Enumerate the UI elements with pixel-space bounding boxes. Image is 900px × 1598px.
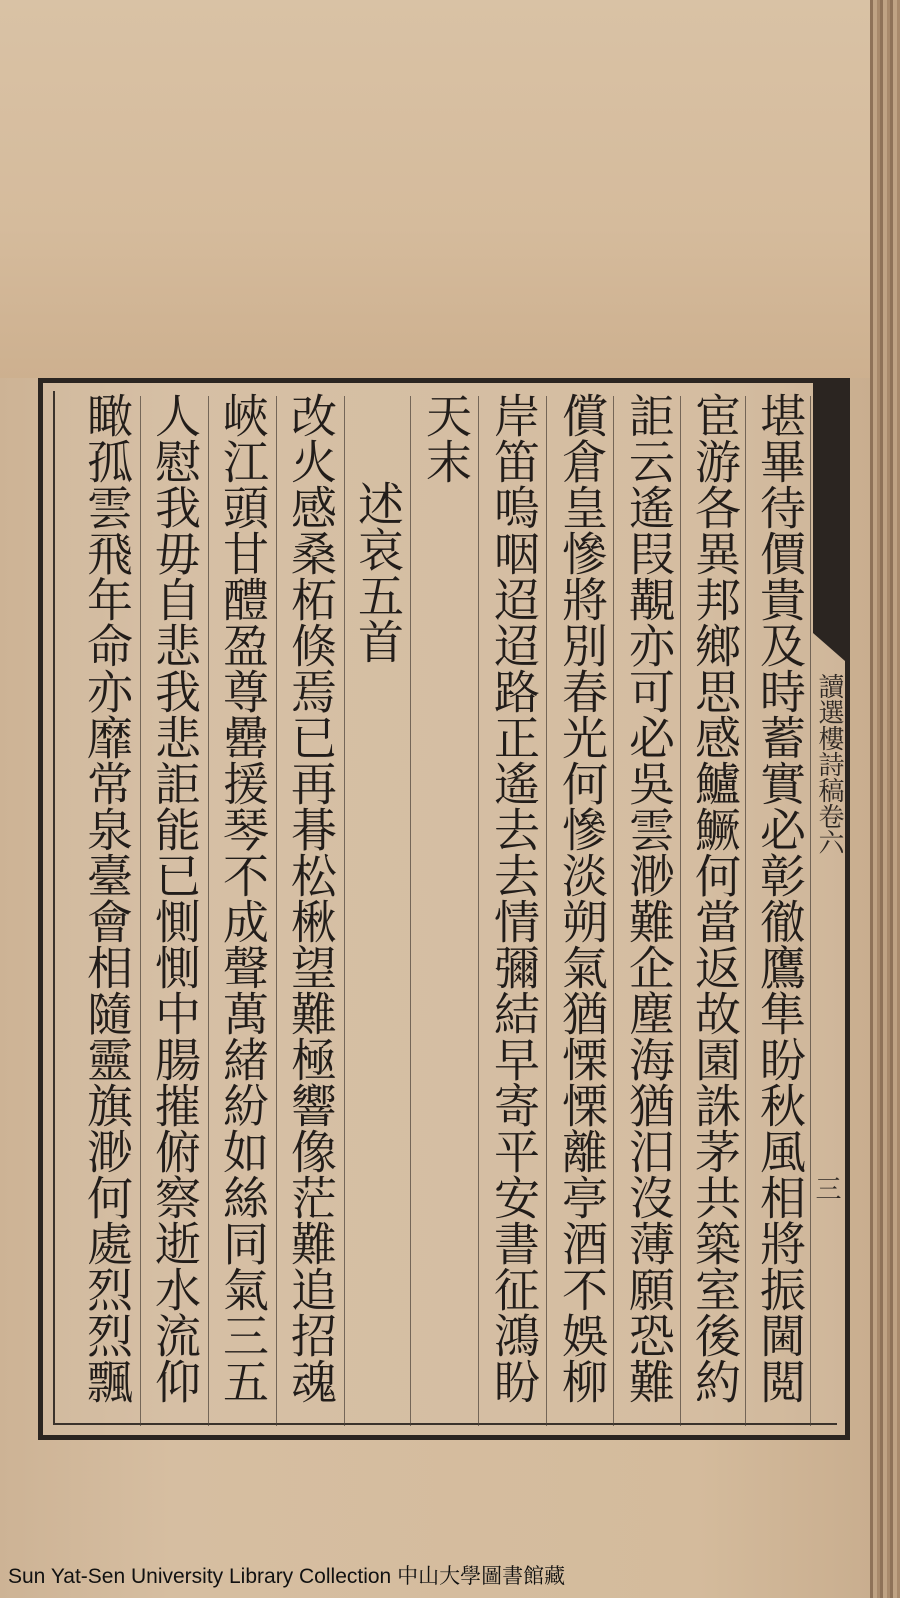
- leaf-number: 三: [811, 1175, 841, 1201]
- fish-tail-notch: [813, 633, 845, 661]
- text-column-9: 峽江頭甘醴盈尊罍援琴不成聲萬緒紛如絲同氣三五: [216, 392, 270, 1404]
- text-column-8: 改火感桑柘倏焉已再朞松楸望難極響像茫難追招魂: [284, 392, 338, 1404]
- library-caption: Sun Yat-Sen University Library Collection 中山大學圖書館藏: [8, 1565, 566, 1588]
- banxin-title: 讀選樓詩稿卷六: [814, 673, 844, 855]
- text-column-3: 詎云遙叚覯亦可必吳雲渺難企塵海猶汨沒薄願恐難: [622, 392, 676, 1404]
- column-rule: [745, 396, 746, 1426]
- text-column-6: 天末: [419, 392, 473, 484]
- column-rule: [478, 396, 479, 1426]
- text-column-4: 償倉皇慘將別春光何慘淡朔氣猶慄慄離亭酒不娛柳: [555, 392, 609, 1404]
- column-rule: [140, 396, 141, 1426]
- text-column-11: 瞰孤雲飛年命亦靡常泉臺會相隨靈旗渺何處烈烈飄: [80, 392, 134, 1404]
- blank-upper-leaf: [0, 0, 870, 378]
- poem-title: 述哀五首: [351, 480, 405, 664]
- text-column-2: 宦游各異邦鄉思感鱸鱖何當返故園誅茅共築室後約: [688, 392, 742, 1404]
- text-column-5: 岸笛嗚咽迢迢路正遙去去情彌結早寄平安書征鴻盼: [487, 392, 541, 1404]
- text-column-10: 人慰我毋自悲我悲詎能已惻惻中腸摧俯察逝水流仰: [148, 392, 202, 1404]
- column-rule: [276, 396, 277, 1426]
- column-rule: [410, 396, 411, 1426]
- column-rule: [344, 396, 345, 1426]
- column-rule: [810, 396, 811, 1426]
- column-rule: [546, 396, 547, 1426]
- text-column-1: 堪畢待價貴及時蓄實必彰徹鷹隼盼秋風相將振閫閲: [753, 392, 807, 1404]
- fish-tail-block: [813, 383, 845, 633]
- binding-edge: [870, 0, 900, 1598]
- column-rule: [680, 396, 681, 1426]
- column-rule: [208, 396, 209, 1426]
- column-rule: [613, 396, 614, 1426]
